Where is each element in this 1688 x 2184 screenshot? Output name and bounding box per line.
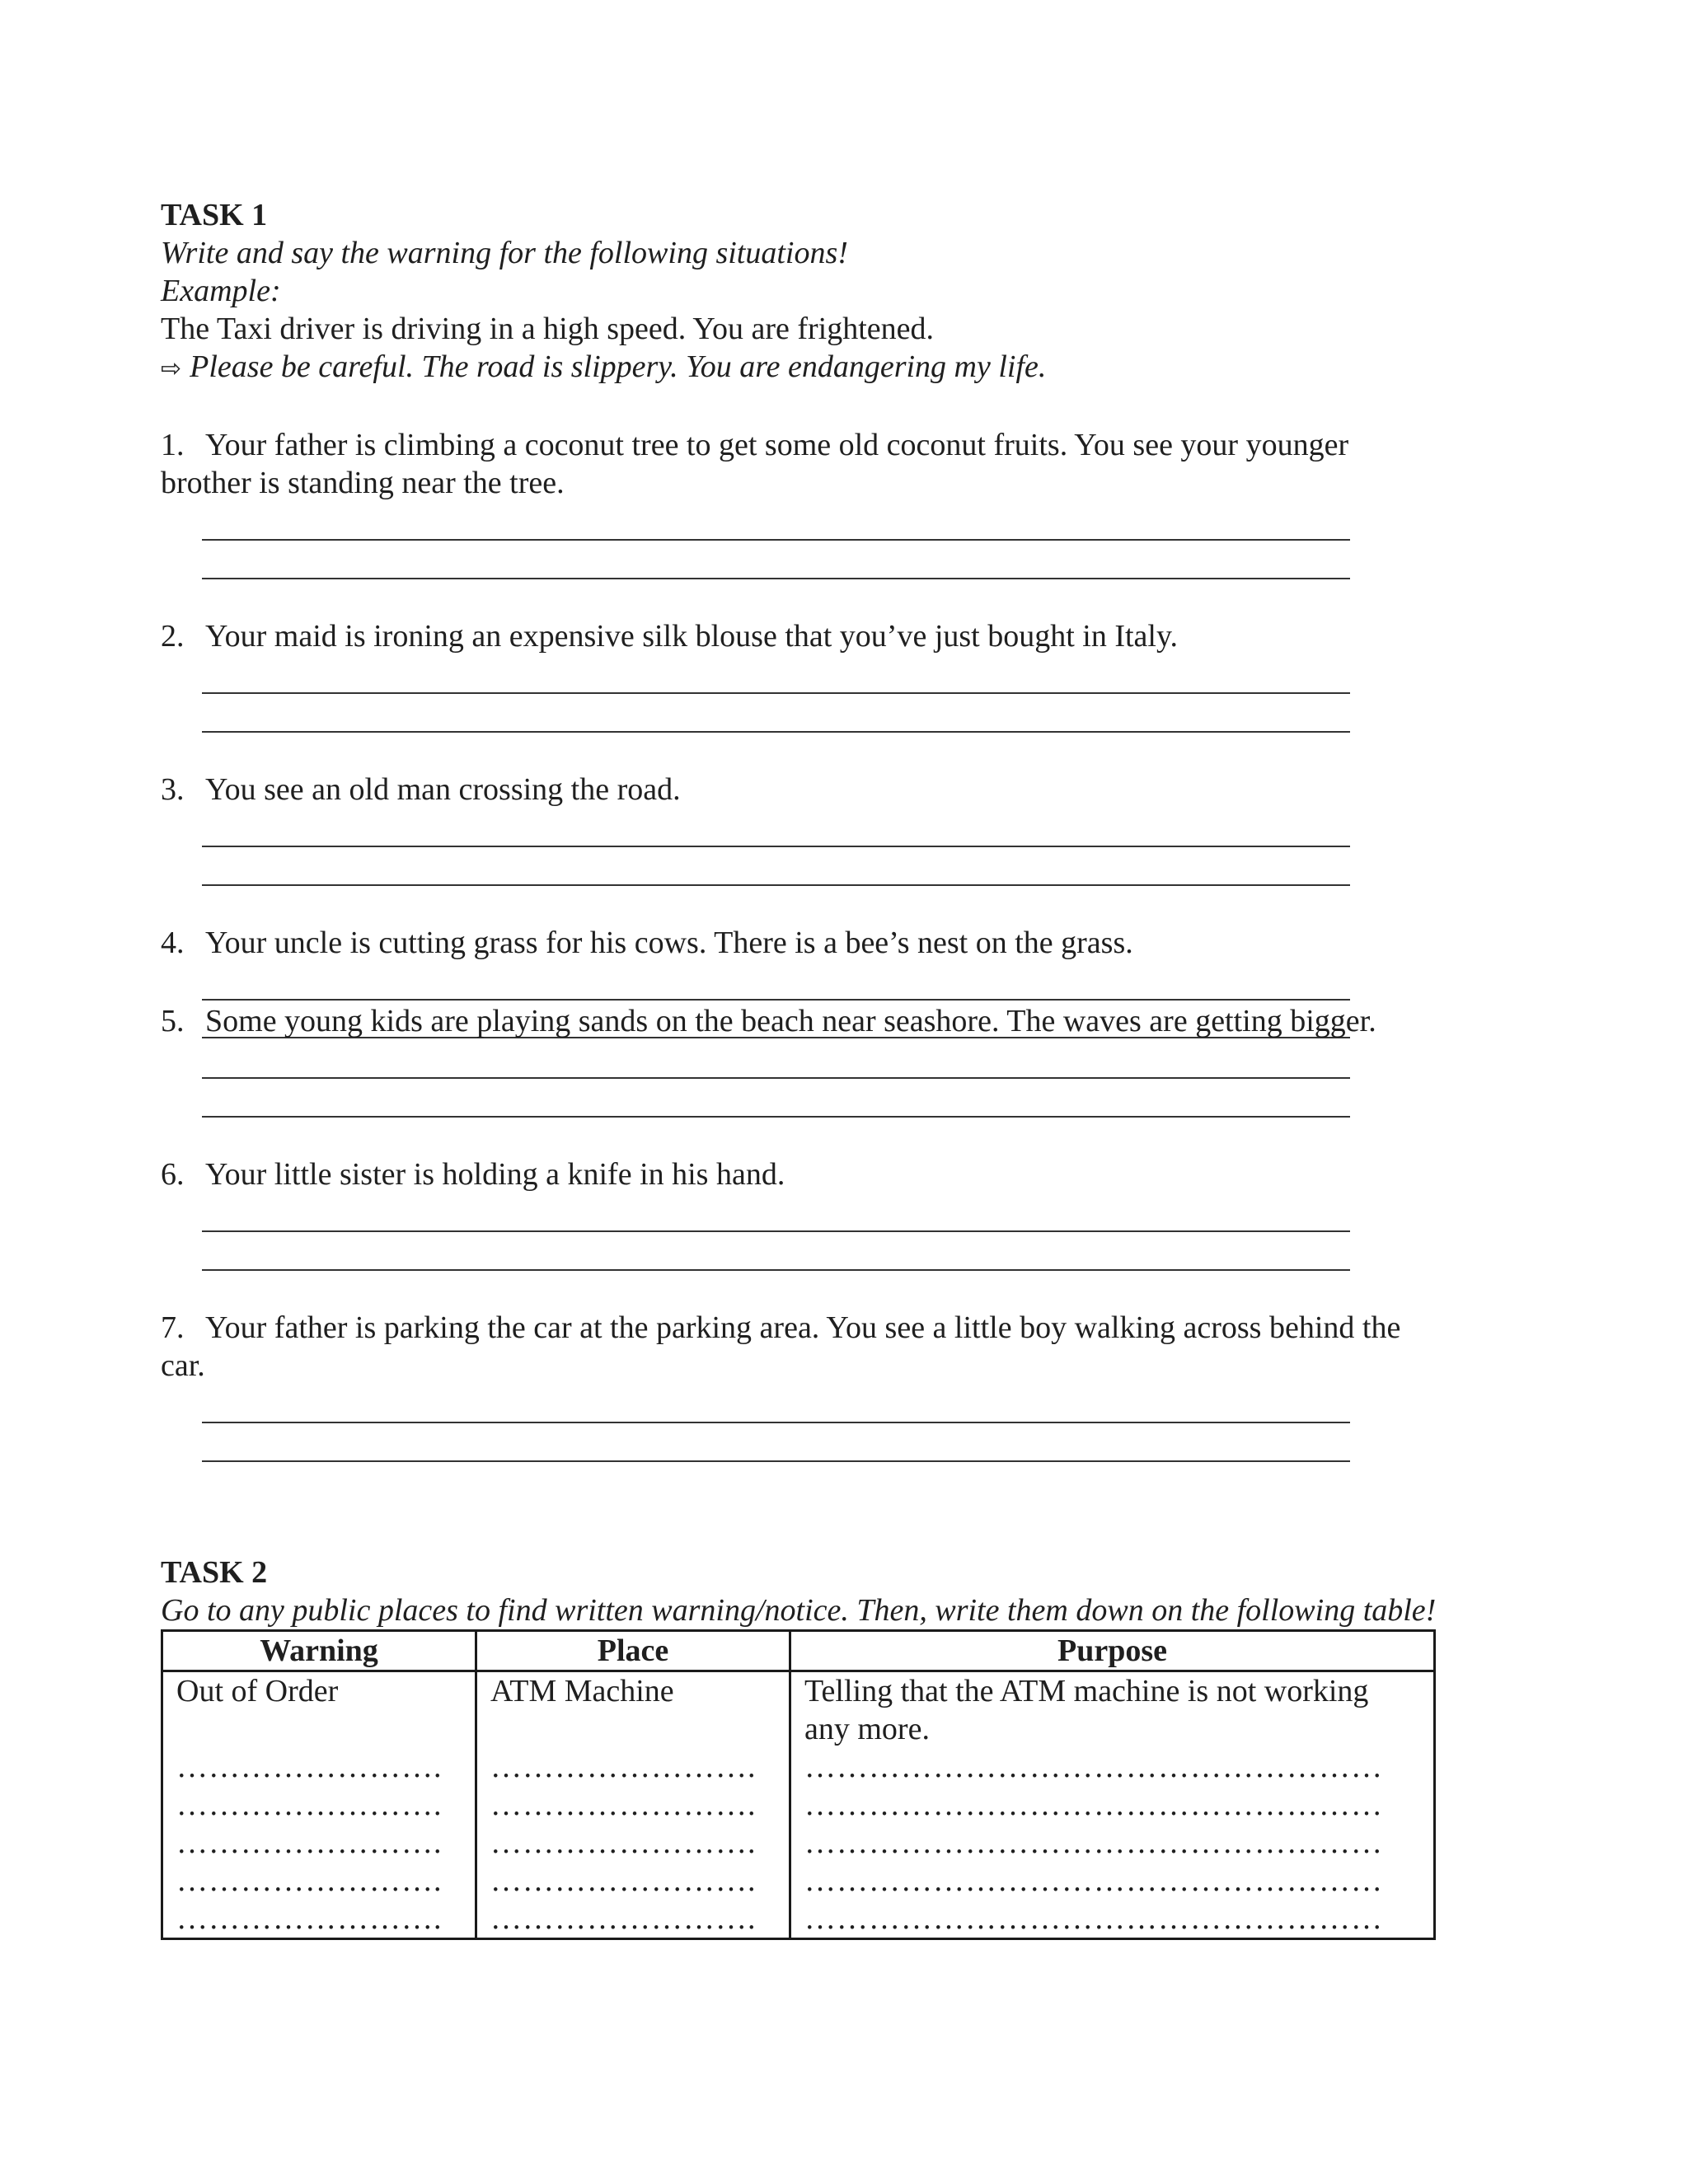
task1-section bbox=[161, 196, 1529, 1462]
answer-line[interactable] bbox=[202, 847, 1350, 886]
dotted-blank[interactable]: ……………………………………………… bbox=[804, 1788, 1383, 1822]
answer-line[interactable] bbox=[202, 502, 1350, 541]
warning-table bbox=[161, 1629, 1436, 1940]
task1-title: TASK 1 bbox=[161, 198, 268, 232]
dotted-blank[interactable]: ……………………. bbox=[176, 1788, 443, 1822]
example-purpose: Telling that the ATM machine is not working any more. bbox=[804, 1674, 1369, 1746]
dotted-blank[interactable]: ……………………. bbox=[490, 1825, 757, 1860]
question-3 bbox=[161, 771, 1529, 808]
answer-line[interactable] bbox=[202, 1385, 1350, 1423]
header-warning: Warning bbox=[162, 1631, 476, 1671]
question-4 bbox=[161, 924, 1529, 962]
cell-purpose bbox=[790, 1671, 1435, 1939]
answer-line[interactable] bbox=[202, 541, 1350, 579]
example-label: Example: bbox=[161, 274, 281, 308]
dotted-blank[interactable]: ……………………………………………… bbox=[804, 1901, 1383, 1936]
question-2 bbox=[161, 617, 1529, 655]
dotted-blank[interactable]: ……………………. bbox=[490, 1788, 757, 1822]
answer-line[interactable] bbox=[202, 1423, 1350, 1462]
question-number: 7. bbox=[161, 1310, 185, 1345]
question-text: Your uncle is cutting grass for his cows. There is a bee’s nest on the grass. bbox=[205, 926, 1133, 960]
question-1-cont: brother is standing near the tree. bbox=[161, 466, 565, 500]
arrow-icon: ⇨ bbox=[161, 354, 182, 383]
example-answer-line bbox=[161, 348, 1529, 388]
dotted-blank[interactable]: ……………………. bbox=[176, 1901, 443, 1936]
question-number: 2. bbox=[161, 619, 185, 654]
question-number: 3. bbox=[161, 772, 185, 807]
question-7 bbox=[161, 1309, 1529, 1347]
dotted-blank[interactable]: ……………………………………………… bbox=[804, 1750, 1383, 1784]
answer-line[interactable] bbox=[202, 655, 1350, 694]
table-row bbox=[162, 1671, 1435, 1939]
dotted-blank[interactable]: ……………………. bbox=[490, 1750, 757, 1784]
question-7-cont: car. bbox=[161, 1348, 205, 1383]
question-6 bbox=[161, 1155, 1529, 1193]
dotted-blank[interactable]: ……………………………………………… bbox=[804, 1863, 1383, 1898]
question-number: 5. bbox=[161, 1004, 185, 1038]
question-text: Some young kids are playing sands on the beach near seashore. The waves are getting bigger. bbox=[205, 1004, 1376, 1038]
answer-line[interactable] bbox=[202, 1193, 1350, 1232]
dotted-blank[interactable]: ……………………. bbox=[176, 1825, 443, 1860]
dotted-blank[interactable]: ……………………………………………… bbox=[804, 1825, 1383, 1860]
dotted-blank[interactable]: ……………………. bbox=[490, 1863, 757, 1898]
example-place: ATM Machine bbox=[490, 1674, 674, 1708]
header-place: Place bbox=[476, 1631, 790, 1671]
header-purpose: Purpose bbox=[790, 1631, 1435, 1671]
task2-instruction: Go to any public places to find written warning/notice. Then, write them down on the following table! bbox=[161, 1593, 1437, 1628]
question-5 bbox=[161, 1002, 1529, 1040]
cell-warning bbox=[162, 1671, 476, 1939]
question-number: 4. bbox=[161, 926, 185, 960]
answer-line[interactable] bbox=[202, 1232, 1350, 1271]
task1-instruction: Write and say the warning for the following situations! bbox=[161, 236, 848, 270]
answer-line[interactable] bbox=[202, 1040, 1350, 1079]
question-text: Your father is parking the car at the parking area. You see a little boy walking across behind the bbox=[205, 1310, 1401, 1345]
cell-place bbox=[476, 1671, 790, 1939]
task2-section bbox=[161, 1554, 1436, 1940]
dotted-blank[interactable]: ……………………. bbox=[490, 1901, 757, 1936]
table-header-row bbox=[162, 1631, 1435, 1671]
question-text: Your little sister is holding a knife in his hand. bbox=[205, 1157, 785, 1192]
question-number: 1. bbox=[161, 428, 185, 462]
answer-line[interactable] bbox=[202, 962, 1350, 1001]
answer-line[interactable] bbox=[202, 694, 1350, 733]
question-text: Your father is climbing a coconut tree to get some old coconut fruits. You see your younger bbox=[205, 428, 1349, 462]
dotted-blank[interactable]: ……………………. bbox=[176, 1750, 443, 1784]
question-number: 6. bbox=[161, 1157, 185, 1192]
example-warning: Out of Order bbox=[176, 1674, 339, 1708]
answer-line[interactable] bbox=[202, 1079, 1350, 1118]
answer-line[interactable] bbox=[202, 808, 1350, 847]
question-1 bbox=[161, 426, 1529, 464]
task2-title: TASK 2 bbox=[161, 1555, 268, 1590]
example-situation: The Taxi driver is driving in a high speed. You are frightened. bbox=[161, 312, 934, 346]
dotted-blank[interactable]: ……………………. bbox=[176, 1863, 443, 1898]
question-text: Your maid is ironing an expensive silk blouse that you’ve just bought in Italy. bbox=[205, 619, 1179, 654]
question-text: You see an old man crossing the road. bbox=[205, 772, 681, 807]
example-answer: Please be careful. The road is slippery. You are endangering my life. bbox=[190, 349, 1047, 384]
